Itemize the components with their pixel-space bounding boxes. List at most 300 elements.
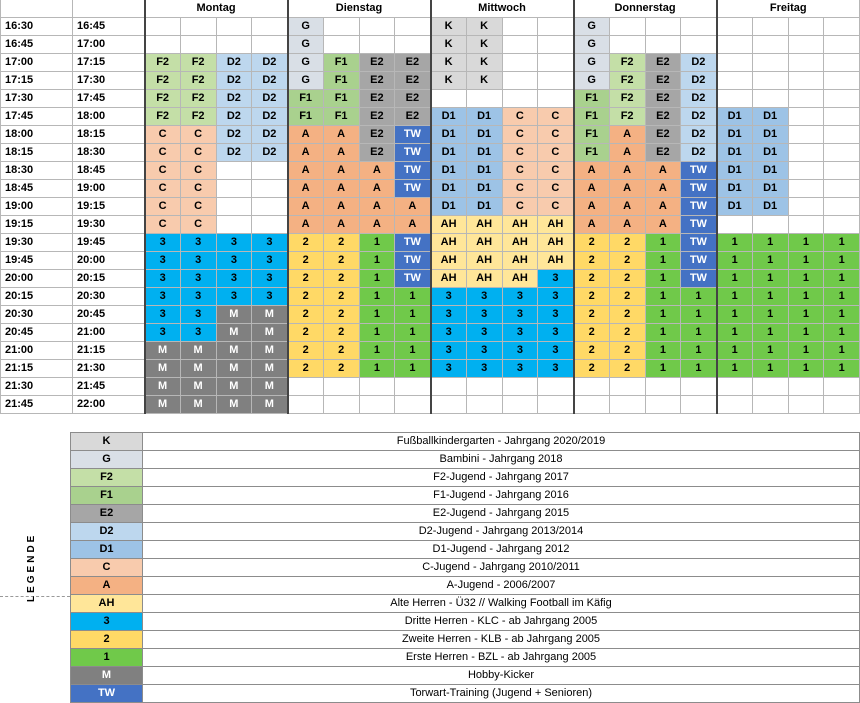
slot-cell: M	[216, 396, 252, 414]
slot-cell: C	[180, 216, 216, 234]
schedule-body	[1, 18, 860, 414]
time-end: 17:00	[73, 36, 145, 54]
time-end: 18:45	[73, 162, 145, 180]
slot-cell: D2	[216, 144, 252, 162]
slot-cell: D2	[252, 108, 288, 126]
time-end: 20:45	[73, 306, 145, 324]
slot-cell: D2	[681, 54, 717, 72]
slot-cell	[323, 36, 359, 54]
slot-cell	[609, 18, 645, 36]
slot-cell	[788, 144, 824, 162]
legend-code: E2	[71, 505, 143, 523]
slot-cell: C	[145, 180, 181, 198]
legend-code: 2	[71, 631, 143, 649]
slot-cell: 1	[645, 270, 681, 288]
slot-cell: A	[609, 198, 645, 216]
slot-cell: D1	[752, 108, 788, 126]
slot-cell: 2	[323, 306, 359, 324]
slot-cell: 3	[538, 288, 574, 306]
slot-cell: 1	[788, 342, 824, 360]
slot-cell	[824, 198, 860, 216]
time-end-header	[73, 0, 145, 18]
slot-cell: A	[323, 216, 359, 234]
slot-cell: 1	[645, 288, 681, 306]
slot-cell: 1	[824, 360, 860, 378]
legend-code: D2	[71, 523, 143, 541]
legend-label: E2-Jugend - Jahrgang 2015	[143, 505, 860, 523]
slot-cell: TW	[681, 270, 717, 288]
slot-cell	[824, 396, 860, 414]
slot-cell: 1	[681, 288, 717, 306]
slot-cell: 1	[395, 288, 431, 306]
slot-cell: D1	[431, 198, 467, 216]
time-end: 17:15	[73, 54, 145, 72]
slot-cell: 3	[466, 306, 502, 324]
slot-cell	[645, 378, 681, 396]
slot-cell	[788, 90, 824, 108]
slot-cell: D1	[466, 162, 502, 180]
slot-cell	[717, 72, 753, 90]
slot-cell	[788, 72, 824, 90]
time-start: 16:45	[1, 36, 73, 54]
time-start: 19:30	[1, 234, 73, 252]
slot-cell: C	[145, 216, 181, 234]
legend-row	[71, 631, 860, 649]
slot-cell: TW	[681, 162, 717, 180]
legend-label: F1-Jugend - Jahrgang 2016	[143, 487, 860, 505]
slot-cell	[359, 378, 395, 396]
slot-cell: 1	[681, 306, 717, 324]
slot-cell: C	[502, 162, 538, 180]
slot-cell	[252, 162, 288, 180]
slot-cell: 1	[717, 234, 753, 252]
slot-cell: 1	[717, 306, 753, 324]
slot-cell	[717, 36, 753, 54]
slot-cell: E2	[359, 126, 395, 144]
slot-cell: M	[180, 378, 216, 396]
slot-cell: D1	[466, 180, 502, 198]
time-start: 19:45	[1, 252, 73, 270]
legend-label: Hobby-Kicker	[143, 667, 860, 685]
slot-cell	[681, 396, 717, 414]
slot-cell: G	[574, 54, 610, 72]
slot-cell: K	[431, 36, 467, 54]
slot-cell: A	[609, 162, 645, 180]
slot-cell: M	[252, 396, 288, 414]
slot-cell	[717, 216, 753, 234]
schedule-row	[1, 396, 860, 414]
slot-cell: E2	[359, 54, 395, 72]
slot-cell: 2	[288, 342, 324, 360]
slot-cell: TW	[681, 234, 717, 252]
slot-cell	[180, 36, 216, 54]
slot-cell: 2	[574, 306, 610, 324]
slot-cell	[681, 36, 717, 54]
slot-cell: 1	[645, 306, 681, 324]
slot-cell	[538, 396, 574, 414]
slot-cell: 3	[502, 360, 538, 378]
slot-cell	[466, 378, 502, 396]
slot-cell: 2	[609, 288, 645, 306]
slot-cell: A	[288, 216, 324, 234]
slot-cell: 1	[824, 234, 860, 252]
slot-cell: D1	[752, 198, 788, 216]
slot-cell	[824, 162, 860, 180]
slot-cell: C	[145, 144, 181, 162]
slot-cell	[609, 396, 645, 414]
time-start: 19:00	[1, 198, 73, 216]
slot-cell: A	[359, 180, 395, 198]
slot-cell: M	[180, 396, 216, 414]
time-start: 21:15	[1, 360, 73, 378]
time-end: 16:45	[73, 18, 145, 36]
day-header-freitag: Freitag	[717, 0, 860, 18]
slot-cell: A	[609, 126, 645, 144]
slot-cell	[466, 90, 502, 108]
slot-cell: 2	[574, 252, 610, 270]
slot-cell: M	[216, 324, 252, 342]
legend-code: G	[71, 451, 143, 469]
slot-cell: 1	[824, 306, 860, 324]
slot-cell	[502, 18, 538, 36]
slot-cell: 1	[681, 360, 717, 378]
legend-label: Fußballkindergarten - Jahrgang 2020/2019	[143, 433, 860, 451]
slot-cell	[645, 36, 681, 54]
slot-cell	[145, 18, 181, 36]
slot-cell: M	[252, 306, 288, 324]
slot-cell: 3	[431, 324, 467, 342]
slot-cell: F2	[180, 90, 216, 108]
slot-cell	[431, 378, 467, 396]
slot-cell: D2	[252, 54, 288, 72]
slot-cell: AH	[502, 270, 538, 288]
legend-code: M	[71, 667, 143, 685]
slot-cell: 1	[681, 324, 717, 342]
slot-cell: 2	[574, 360, 610, 378]
slot-cell: 3	[466, 288, 502, 306]
slot-cell: 1	[717, 252, 753, 270]
slot-cell	[788, 216, 824, 234]
slot-cell: 1	[359, 324, 395, 342]
time-start: 20:45	[1, 324, 73, 342]
slot-cell: 2	[288, 306, 324, 324]
slot-cell: 1	[395, 342, 431, 360]
slot-cell: 1	[788, 306, 824, 324]
slot-cell: D2	[681, 72, 717, 90]
slot-cell	[216, 198, 252, 216]
slot-cell: 1	[824, 342, 860, 360]
legend-code: F2	[71, 469, 143, 487]
legend-label: Erste Herren - BZL - ab Jahrgang 2005	[143, 649, 860, 667]
time-start: 17:45	[1, 108, 73, 126]
legend-label: A-Jugend - 2006/2007	[143, 577, 860, 595]
slot-cell	[502, 54, 538, 72]
slot-cell	[288, 378, 324, 396]
slot-cell: 2	[609, 360, 645, 378]
slot-cell: 3	[431, 342, 467, 360]
slot-cell: M	[252, 342, 288, 360]
slot-cell: F1	[323, 108, 359, 126]
slot-cell	[359, 18, 395, 36]
slot-cell: M	[252, 378, 288, 396]
slot-cell: D1	[431, 144, 467, 162]
slot-cell: K	[431, 72, 467, 90]
slot-cell: 1	[788, 360, 824, 378]
slot-cell: 2	[609, 324, 645, 342]
time-start: 17:15	[1, 72, 73, 90]
legend-code: K	[71, 433, 143, 451]
slot-cell	[681, 18, 717, 36]
slot-cell: 1	[824, 252, 860, 270]
slot-cell	[431, 396, 467, 414]
slot-cell	[574, 378, 610, 396]
slot-cell: M	[252, 324, 288, 342]
time-start: 21:00	[1, 342, 73, 360]
slot-cell: D2	[252, 144, 288, 162]
slot-cell: F1	[323, 72, 359, 90]
slot-cell	[645, 18, 681, 36]
schedule-row	[1, 54, 860, 72]
slot-cell: F1	[574, 90, 610, 108]
slot-cell: 3	[216, 270, 252, 288]
slot-cell: G	[288, 36, 324, 54]
slot-cell: D1	[717, 126, 753, 144]
slot-cell	[252, 216, 288, 234]
slot-cell: F2	[145, 90, 181, 108]
slot-cell: A	[395, 198, 431, 216]
time-start: 20:15	[1, 288, 73, 306]
slot-cell: 3	[466, 342, 502, 360]
slot-cell: 1	[359, 360, 395, 378]
slot-cell: A	[645, 162, 681, 180]
slot-cell: D1	[466, 198, 502, 216]
slot-cell: 2	[323, 360, 359, 378]
time-start: 20:30	[1, 306, 73, 324]
slot-cell: 1	[788, 252, 824, 270]
slot-cell: 1	[752, 270, 788, 288]
slot-cell: D2	[216, 90, 252, 108]
slot-cell: A	[359, 198, 395, 216]
slot-cell	[502, 36, 538, 54]
time-start: 20:00	[1, 270, 73, 288]
slot-cell	[395, 36, 431, 54]
slot-cell: 3	[145, 288, 181, 306]
slot-cell	[824, 216, 860, 234]
slot-cell: A	[645, 180, 681, 198]
slot-cell: 1	[359, 288, 395, 306]
slot-cell: M	[216, 306, 252, 324]
slot-cell: C	[145, 198, 181, 216]
slot-cell: 2	[609, 252, 645, 270]
slot-cell: D1	[752, 126, 788, 144]
time-start-header	[1, 0, 73, 18]
time-end: 22:00	[73, 396, 145, 414]
slot-cell	[395, 18, 431, 36]
slot-cell: 1	[717, 360, 753, 378]
slot-cell: 3	[180, 270, 216, 288]
slot-cell: C	[538, 198, 574, 216]
slot-cell: D2	[216, 54, 252, 72]
slot-cell: 1	[645, 324, 681, 342]
slot-cell: TW	[395, 144, 431, 162]
slot-cell: F1	[323, 54, 359, 72]
slot-cell: 3	[145, 306, 181, 324]
time-end: 17:30	[73, 72, 145, 90]
slot-cell	[788, 180, 824, 198]
slot-cell: TW	[395, 180, 431, 198]
slot-cell: 2	[288, 360, 324, 378]
slot-cell	[824, 126, 860, 144]
slot-cell: 3	[502, 306, 538, 324]
legend-row	[71, 451, 860, 469]
legend-label: Torwart-Training (Jugend + Senioren)	[143, 685, 860, 703]
slot-cell: E2	[645, 54, 681, 72]
slot-cell: E2	[645, 108, 681, 126]
slot-cell: C	[538, 144, 574, 162]
slot-cell: M	[145, 396, 181, 414]
day-header-dienstag: Dienstag	[288, 0, 431, 18]
time-end: 19:00	[73, 180, 145, 198]
slot-cell: 1	[395, 306, 431, 324]
slot-cell	[788, 378, 824, 396]
slot-cell: AH	[502, 252, 538, 270]
slot-cell: M	[145, 342, 181, 360]
slot-cell: D1	[752, 180, 788, 198]
slot-cell: K	[466, 18, 502, 36]
slot-cell: C	[180, 126, 216, 144]
slot-cell: 3	[180, 288, 216, 306]
slot-cell: F1	[574, 126, 610, 144]
slot-cell: 1	[824, 270, 860, 288]
slot-cell: 1	[359, 306, 395, 324]
slot-cell: AH	[431, 234, 467, 252]
slot-cell	[216, 162, 252, 180]
slot-cell: TW	[395, 162, 431, 180]
slot-cell: 3	[145, 270, 181, 288]
slot-cell: 3	[431, 360, 467, 378]
schedule-row	[1, 108, 860, 126]
slot-cell	[538, 378, 574, 396]
legend-row	[71, 469, 860, 487]
time-start: 18:45	[1, 180, 73, 198]
slot-cell: E2	[359, 90, 395, 108]
slot-cell: C	[502, 180, 538, 198]
time-start: 18:15	[1, 144, 73, 162]
slot-cell: 2	[574, 324, 610, 342]
slot-cell: TW	[395, 126, 431, 144]
slot-cell: E2	[645, 72, 681, 90]
slot-cell	[752, 396, 788, 414]
schedule-row	[1, 126, 860, 144]
legend-code: F1	[71, 487, 143, 505]
time-end: 20:00	[73, 252, 145, 270]
day-header-mittwoch: Mittwoch	[431, 0, 574, 18]
slot-cell: E2	[395, 90, 431, 108]
slot-cell: 3	[180, 306, 216, 324]
slot-cell	[752, 90, 788, 108]
slot-cell: 1	[645, 234, 681, 252]
slot-cell: A	[574, 216, 610, 234]
slot-cell: 3	[538, 360, 574, 378]
legend-row	[71, 433, 860, 451]
slot-cell: K	[466, 54, 502, 72]
slot-cell	[323, 18, 359, 36]
slot-cell: 1	[788, 270, 824, 288]
slot-cell: C	[145, 126, 181, 144]
time-start: 18:00	[1, 126, 73, 144]
slot-cell	[538, 72, 574, 90]
slot-cell: M	[180, 342, 216, 360]
slot-cell	[681, 378, 717, 396]
legend-row	[71, 541, 860, 559]
schedule-row	[1, 324, 860, 342]
slot-cell: E2	[645, 126, 681, 144]
slot-cell: 1	[395, 360, 431, 378]
schedule-row	[1, 378, 860, 396]
slot-cell: D1	[431, 180, 467, 198]
slot-cell: 2	[288, 270, 324, 288]
legend-row	[71, 685, 860, 703]
slot-cell: 2	[574, 270, 610, 288]
slot-cell: 1	[752, 360, 788, 378]
schedule-row	[1, 198, 860, 216]
slot-cell: E2	[645, 90, 681, 108]
slot-cell: 3	[431, 288, 467, 306]
slot-cell: D1	[717, 108, 753, 126]
slot-cell: F2	[145, 72, 181, 90]
schedule-row	[1, 180, 860, 198]
slot-cell: F1	[323, 90, 359, 108]
slot-cell	[216, 180, 252, 198]
slot-cell	[788, 18, 824, 36]
slot-cell	[788, 126, 824, 144]
slot-cell: TW	[681, 198, 717, 216]
slot-cell: 3	[252, 234, 288, 252]
schedule-row	[1, 360, 860, 378]
slot-cell: K	[466, 36, 502, 54]
slot-cell: K	[431, 18, 467, 36]
slot-cell	[359, 396, 395, 414]
slot-cell: F1	[288, 108, 324, 126]
time-start: 16:30	[1, 18, 73, 36]
legend-row	[71, 505, 860, 523]
slot-cell	[824, 144, 860, 162]
slot-cell: K	[466, 72, 502, 90]
slot-cell: A	[645, 216, 681, 234]
legend-code: A	[71, 577, 143, 595]
slot-cell: AH	[431, 216, 467, 234]
slot-cell	[395, 378, 431, 396]
slot-cell	[466, 396, 502, 414]
slot-cell: F2	[145, 54, 181, 72]
slot-cell: 2	[288, 252, 324, 270]
slot-cell: A	[288, 144, 324, 162]
slot-cell: A	[323, 180, 359, 198]
slot-cell: AH	[538, 234, 574, 252]
legend-body	[71, 433, 860, 703]
slot-cell: A	[645, 198, 681, 216]
slot-cell: 2	[609, 270, 645, 288]
slot-cell	[824, 18, 860, 36]
slot-cell: 3	[502, 342, 538, 360]
slot-cell: 3	[466, 360, 502, 378]
slot-cell: AH	[431, 252, 467, 270]
slot-cell: D1	[717, 198, 753, 216]
schedule-row	[1, 270, 860, 288]
slot-cell: D1	[466, 144, 502, 162]
slot-cell: 2	[323, 252, 359, 270]
slot-cell: TW	[681, 180, 717, 198]
